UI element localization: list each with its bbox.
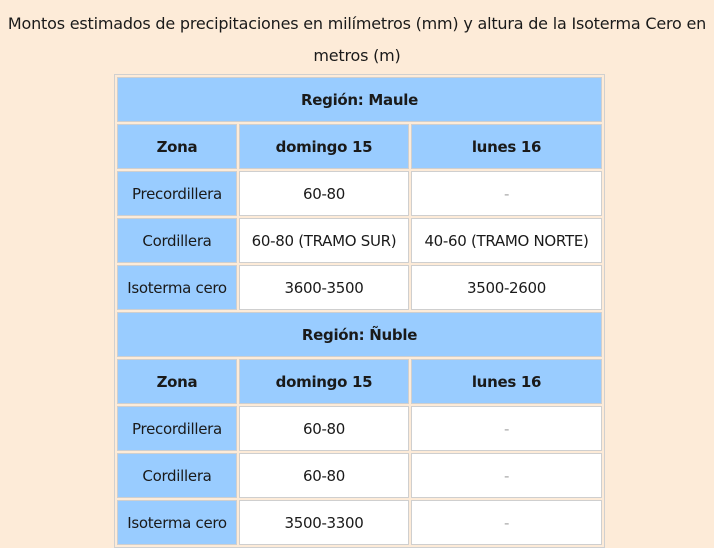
value-day-2: -	[411, 171, 602, 216]
value-day-2: -	[411, 453, 602, 498]
region-row-maule	[117, 77, 602, 122]
zone-label: Precordillera	[117, 171, 237, 216]
value-day-2: 40-60 (TRAMO NORTE)	[411, 218, 602, 263]
zone-label: Isoterma cero	[117, 500, 237, 545]
table-row	[117, 171, 602, 216]
zone-label: Cordillera	[117, 218, 237, 263]
value-day-1: 60-80	[239, 453, 409, 498]
zone-label: Cordillera	[117, 453, 237, 498]
region-row-nuble	[117, 312, 602, 357]
forecast-table-wrapper	[114, 74, 605, 548]
header-day-2: lunes 16	[411, 124, 602, 169]
region-title: Región: Maule	[117, 77, 602, 122]
value-day-2: -	[411, 406, 602, 451]
value-day-1: 60-80	[239, 171, 409, 216]
table-row	[117, 406, 602, 451]
region-title: Región: Ñuble	[117, 312, 602, 357]
value-day-2: -	[411, 500, 602, 545]
header-row	[117, 124, 602, 169]
table-caption: Montos estimados de precipitaciones en milímetros (mm) y altura de la Isoterma Cero en metros (m)	[7, 14, 707, 65]
zone-label: Isoterma cero	[117, 265, 237, 310]
value-day-1: 60-80	[239, 406, 409, 451]
table-row	[117, 265, 602, 310]
header-zona: Zona	[117, 124, 237, 169]
header-row	[117, 359, 602, 404]
value-day-2: 3500-2600	[411, 265, 602, 310]
header-day-1: domingo 15	[239, 124, 409, 169]
value-day-1: 3600-3500	[239, 265, 409, 310]
header-zona: Zona	[117, 359, 237, 404]
table-row	[117, 218, 602, 263]
value-day-1: 3500-3300	[239, 500, 409, 545]
forecast-table	[114, 74, 605, 548]
value-day-1: 60-80 (TRAMO SUR)	[239, 218, 409, 263]
table-row	[117, 453, 602, 498]
table-row	[117, 500, 602, 545]
header-day-2: lunes 16	[411, 359, 602, 404]
header-day-1: domingo 15	[239, 359, 409, 404]
zone-label: Precordillera	[117, 406, 237, 451]
